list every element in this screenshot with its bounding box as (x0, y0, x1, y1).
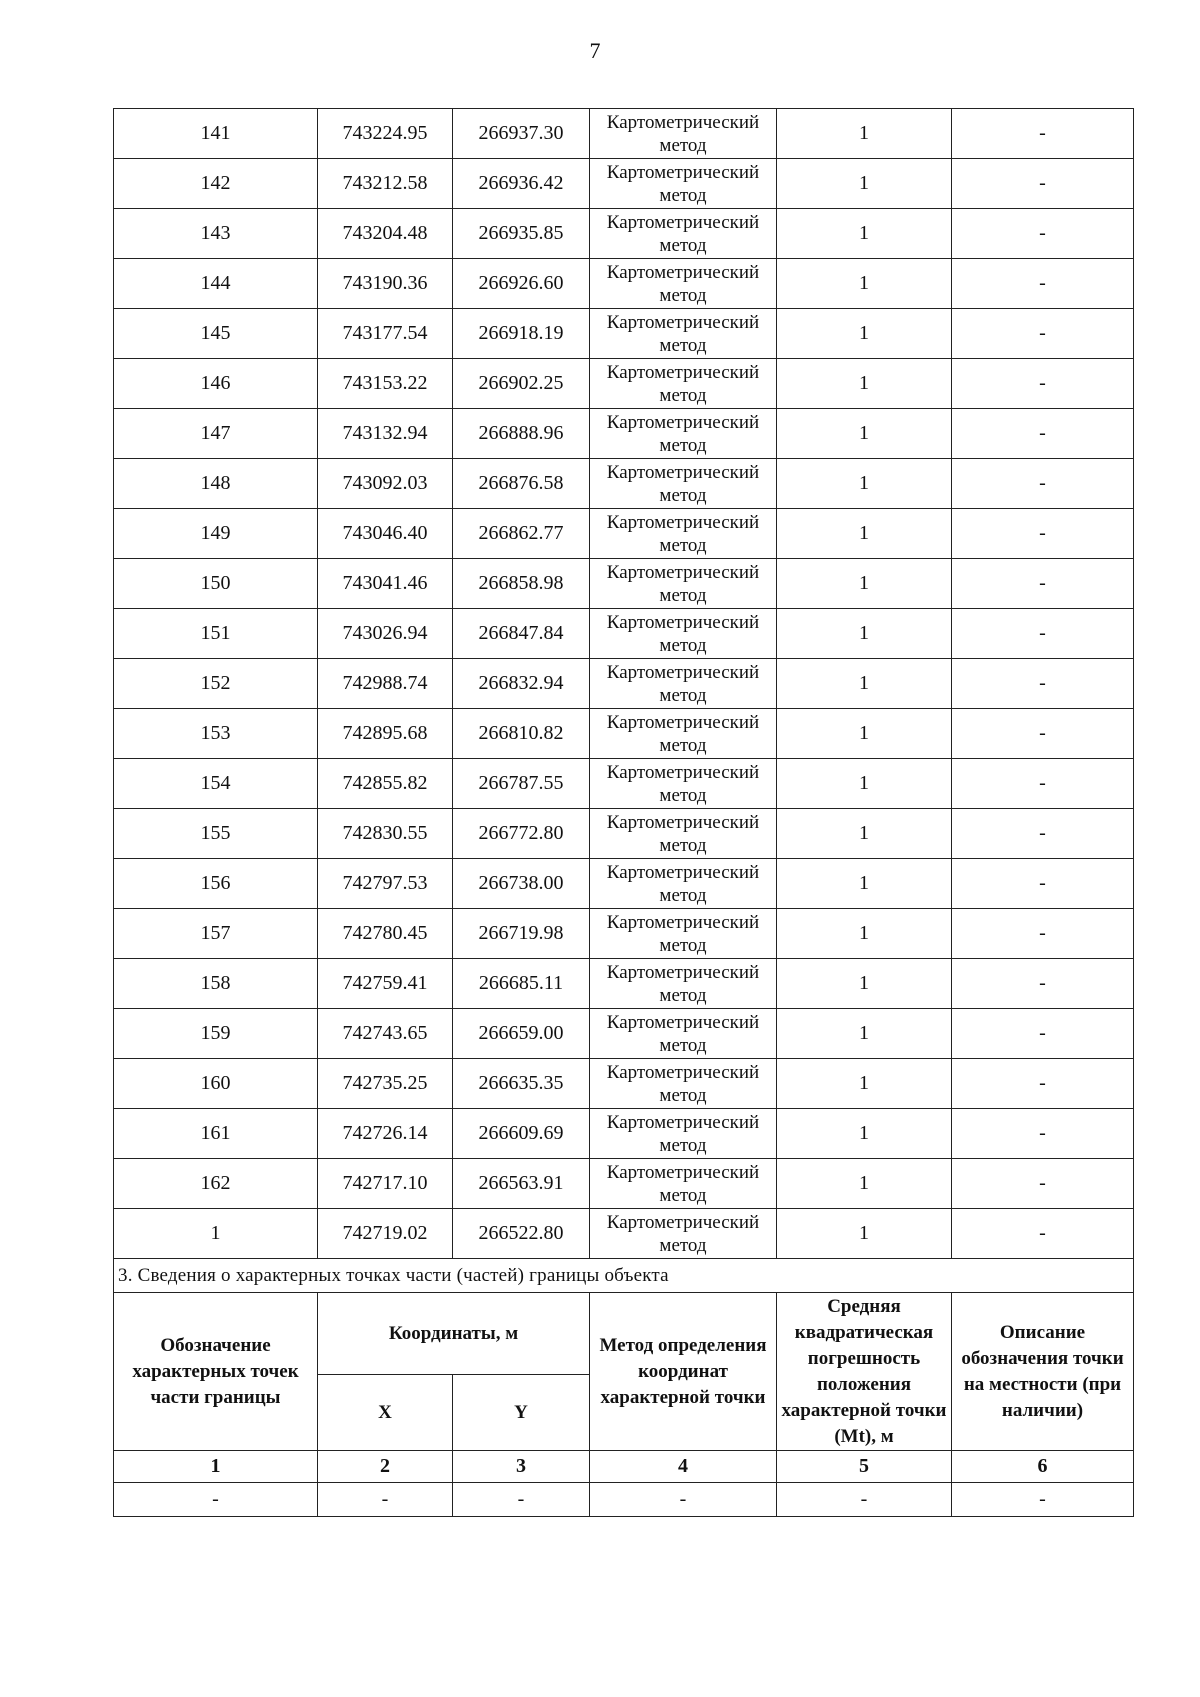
x-coordinate-cell: 743092.03 (318, 459, 453, 509)
mt-cell: 1 (777, 559, 952, 609)
mt-cell: 1 (777, 659, 952, 709)
section3-title: 3. Сведения о характерных точках части (частей) границы объекта (114, 1259, 1134, 1293)
point-id-cell: 142 (114, 159, 318, 209)
method-cell: Картометрический метод (590, 609, 777, 659)
column-number: 6 (952, 1451, 1134, 1483)
column-number: 2 (318, 1451, 453, 1483)
table-row (114, 909, 1134, 959)
point-id-cell: 147 (114, 409, 318, 459)
description-cell: - (952, 859, 1134, 909)
point-id-cell: 154 (114, 759, 318, 809)
empty-cell: - (590, 1483, 777, 1517)
method-cell: Картометрический метод (590, 1009, 777, 1059)
method-cell: Картометрический метод (590, 659, 777, 709)
mt-cell: 1 (777, 609, 952, 659)
y-coordinate-cell: 266902.25 (453, 359, 590, 409)
table-row (114, 109, 1134, 159)
mt-cell: 1 (777, 1109, 952, 1159)
mt-cell: 1 (777, 959, 952, 1009)
table-row (114, 1109, 1134, 1159)
description-cell: - (952, 1109, 1134, 1159)
mt-cell: 1 (777, 209, 952, 259)
x-coordinate-cell: 743224.95 (318, 109, 453, 159)
method-cell: Картометрический метод (590, 759, 777, 809)
y-coordinate-cell: 266719.98 (453, 909, 590, 959)
description-cell: - (952, 1209, 1134, 1259)
x-coordinate-cell: 742719.02 (318, 1209, 453, 1259)
column-number-row (114, 1451, 1134, 1483)
table-row (114, 1059, 1134, 1109)
method-cell: Картометрический метод (590, 959, 777, 1009)
method-cell: Картометрический метод (590, 459, 777, 509)
mt-cell: 1 (777, 809, 952, 859)
table-row (114, 159, 1134, 209)
header-coordinates: Координаты, м (318, 1293, 590, 1375)
y-coordinate-cell: 266635.35 (453, 1059, 590, 1109)
y-coordinate-cell: 266832.94 (453, 659, 590, 709)
y-coordinate-cell: 266659.00 (453, 1009, 590, 1059)
y-coordinate-cell: 266738.00 (453, 859, 590, 909)
description-cell: - (952, 609, 1134, 659)
point-id-cell: 161 (114, 1109, 318, 1159)
method-cell: Картометрический метод (590, 309, 777, 359)
empty-cell: - (114, 1483, 318, 1517)
x-coordinate-cell: 742830.55 (318, 809, 453, 859)
x-coordinate-cell: 742855.82 (318, 759, 453, 809)
mt-cell: 1 (777, 409, 952, 459)
x-coordinate-cell: 742717.10 (318, 1159, 453, 1209)
x-coordinate-cell: 743132.94 (318, 409, 453, 459)
point-id-cell: 149 (114, 509, 318, 559)
point-id-cell: 143 (114, 209, 318, 259)
method-cell: Картометрический метод (590, 409, 777, 459)
y-coordinate-cell: 266926.60 (453, 259, 590, 309)
mt-cell: 1 (777, 509, 952, 559)
point-id-cell: 144 (114, 259, 318, 309)
y-coordinate-cell: 266918.19 (453, 309, 590, 359)
section3-block (114, 1259, 1134, 1517)
table-row (114, 1159, 1134, 1209)
y-coordinate-cell: 266888.96 (453, 409, 590, 459)
point-id-cell: 152 (114, 659, 318, 709)
description-cell: - (952, 559, 1134, 609)
header-x: X (318, 1375, 453, 1451)
y-coordinate-cell: 266937.30 (453, 109, 590, 159)
description-cell: - (952, 959, 1134, 1009)
point-id-cell: 156 (114, 859, 318, 909)
y-coordinate-cell: 266847.84 (453, 609, 590, 659)
mt-cell: 1 (777, 759, 952, 809)
mt-cell: 1 (777, 1159, 952, 1209)
point-id-cell: 1 (114, 1209, 318, 1259)
column-number: 3 (453, 1451, 590, 1483)
description-cell: - (952, 359, 1134, 409)
point-id-cell: 151 (114, 609, 318, 659)
table-row (114, 359, 1134, 409)
method-cell: Картометрический метод (590, 809, 777, 859)
method-cell: Картометрический метод (590, 859, 777, 909)
x-coordinate-cell: 742988.74 (318, 659, 453, 709)
x-coordinate-cell: 743046.40 (318, 509, 453, 559)
method-cell: Картометрический метод (590, 1059, 777, 1109)
table-row (114, 459, 1134, 509)
description-cell: - (952, 409, 1134, 459)
table-row (114, 259, 1134, 309)
table-row (114, 709, 1134, 759)
method-cell: Картометрический метод (590, 1109, 777, 1159)
mt-cell: 1 (777, 359, 952, 409)
description-cell: - (952, 659, 1134, 709)
point-id-cell: 148 (114, 459, 318, 509)
column-number: 4 (590, 1451, 777, 1483)
table-row (114, 609, 1134, 659)
y-coordinate-cell: 266876.58 (453, 459, 590, 509)
mt-cell: 1 (777, 1209, 952, 1259)
y-coordinate-cell: 266772.80 (453, 809, 590, 859)
header-y: Y (453, 1375, 590, 1451)
mt-cell: 1 (777, 459, 952, 509)
x-coordinate-cell: 742743.65 (318, 1009, 453, 1059)
section3-empty-row (114, 1483, 1134, 1517)
point-id-cell: 153 (114, 709, 318, 759)
method-cell: Картометрический метод (590, 1209, 777, 1259)
y-coordinate-cell: 266563.91 (453, 1159, 590, 1209)
point-id-cell: 162 (114, 1159, 318, 1209)
description-cell: - (952, 909, 1134, 959)
table-row (114, 309, 1134, 359)
header-method: Метод определения координат характерной точки (590, 1293, 777, 1451)
description-cell: - (952, 1009, 1134, 1059)
method-cell: Картометрический метод (590, 1159, 777, 1209)
mt-cell: 1 (777, 1009, 952, 1059)
table-row (114, 809, 1134, 859)
x-coordinate-cell: 742735.25 (318, 1059, 453, 1109)
point-id-cell: 159 (114, 1009, 318, 1059)
column-number: 5 (777, 1451, 952, 1483)
mt-cell: 1 (777, 159, 952, 209)
table-row (114, 509, 1134, 559)
description-cell: - (952, 709, 1134, 759)
y-coordinate-cell: 266935.85 (453, 209, 590, 259)
y-coordinate-cell: 266787.55 (453, 759, 590, 809)
table-row (114, 859, 1134, 909)
mt-cell: 1 (777, 859, 952, 909)
table-row (114, 209, 1134, 259)
point-id-cell: 146 (114, 359, 318, 409)
coordinates-table (113, 108, 1134, 1517)
point-id-cell: 141 (114, 109, 318, 159)
method-cell: Картометрический метод (590, 709, 777, 759)
method-cell: Картометрический метод (590, 359, 777, 409)
point-id-cell: 157 (114, 909, 318, 959)
x-coordinate-cell: 743204.48 (318, 209, 453, 259)
method-cell: Картометрический метод (590, 909, 777, 959)
table-row (114, 409, 1134, 459)
description-cell: - (952, 259, 1134, 309)
mt-cell: 1 (777, 309, 952, 359)
method-cell: Картометрический метод (590, 509, 777, 559)
x-coordinate-cell: 742895.68 (318, 709, 453, 759)
description-cell: - (952, 459, 1134, 509)
method-cell: Картометрический метод (590, 209, 777, 259)
x-coordinate-cell: 743177.54 (318, 309, 453, 359)
description-cell: - (952, 1159, 1134, 1209)
mt-cell: 1 (777, 109, 952, 159)
description-cell: - (952, 1059, 1134, 1109)
table-row (114, 959, 1134, 1009)
x-coordinate-cell: 743212.58 (318, 159, 453, 209)
point-id-cell: 160 (114, 1059, 318, 1109)
description-cell: - (952, 759, 1134, 809)
description-cell: - (952, 309, 1134, 359)
table-row (114, 559, 1134, 609)
x-coordinate-cell: 743190.36 (318, 259, 453, 309)
y-coordinate-cell: 266810.82 (453, 709, 590, 759)
method-cell: Картометрический метод (590, 259, 777, 309)
description-cell: - (952, 809, 1134, 859)
x-coordinate-cell: 743026.94 (318, 609, 453, 659)
method-cell: Картометрический метод (590, 159, 777, 209)
method-cell: Картометрический метод (590, 109, 777, 159)
table-row (114, 759, 1134, 809)
section3-header-row (114, 1293, 1134, 1375)
mt-cell: 1 (777, 909, 952, 959)
x-coordinate-cell: 742780.45 (318, 909, 453, 959)
point-id-cell: 150 (114, 559, 318, 609)
coordinates-table-body (114, 109, 1134, 1259)
y-coordinate-cell: 266685.11 (453, 959, 590, 1009)
table-row (114, 659, 1134, 709)
y-coordinate-cell: 266522.80 (453, 1209, 590, 1259)
point-id-cell: 145 (114, 309, 318, 359)
x-coordinate-cell: 743153.22 (318, 359, 453, 409)
empty-cell: - (318, 1483, 453, 1517)
empty-cell: - (952, 1483, 1134, 1517)
mt-cell: 1 (777, 259, 952, 309)
empty-cell: - (453, 1483, 590, 1517)
table-row (114, 1209, 1134, 1259)
x-coordinate-cell: 742726.14 (318, 1109, 453, 1159)
mt-cell: 1 (777, 1059, 952, 1109)
y-coordinate-cell: 266858.98 (453, 559, 590, 609)
description-cell: - (952, 159, 1134, 209)
description-cell: - (952, 109, 1134, 159)
y-coordinate-cell: 266609.69 (453, 1109, 590, 1159)
point-id-cell: 158 (114, 959, 318, 1009)
header-point-designation: Обозначение характерных точек части границы (114, 1293, 318, 1451)
y-coordinate-cell: 266862.77 (453, 509, 590, 559)
y-coordinate-cell: 266936.42 (453, 159, 590, 209)
header-description: Описание обозначения точки на местности (при наличии) (952, 1293, 1134, 1451)
method-cell: Картометрический метод (590, 559, 777, 609)
x-coordinate-cell: 742759.41 (318, 959, 453, 1009)
empty-cell: - (777, 1483, 952, 1517)
point-id-cell: 155 (114, 809, 318, 859)
column-number: 1 (114, 1451, 318, 1483)
page-number: 7 (589, 38, 601, 63)
header-mt: Средняя квадратическая погрешность положения характерной точки (Mt), м (777, 1293, 952, 1451)
section3-title-row (114, 1259, 1134, 1293)
mt-cell: 1 (777, 709, 952, 759)
x-coordinate-cell: 742797.53 (318, 859, 453, 909)
description-cell: - (952, 509, 1134, 559)
x-coordinate-cell: 743041.46 (318, 559, 453, 609)
description-cell: - (952, 209, 1134, 259)
table-row (114, 1009, 1134, 1059)
